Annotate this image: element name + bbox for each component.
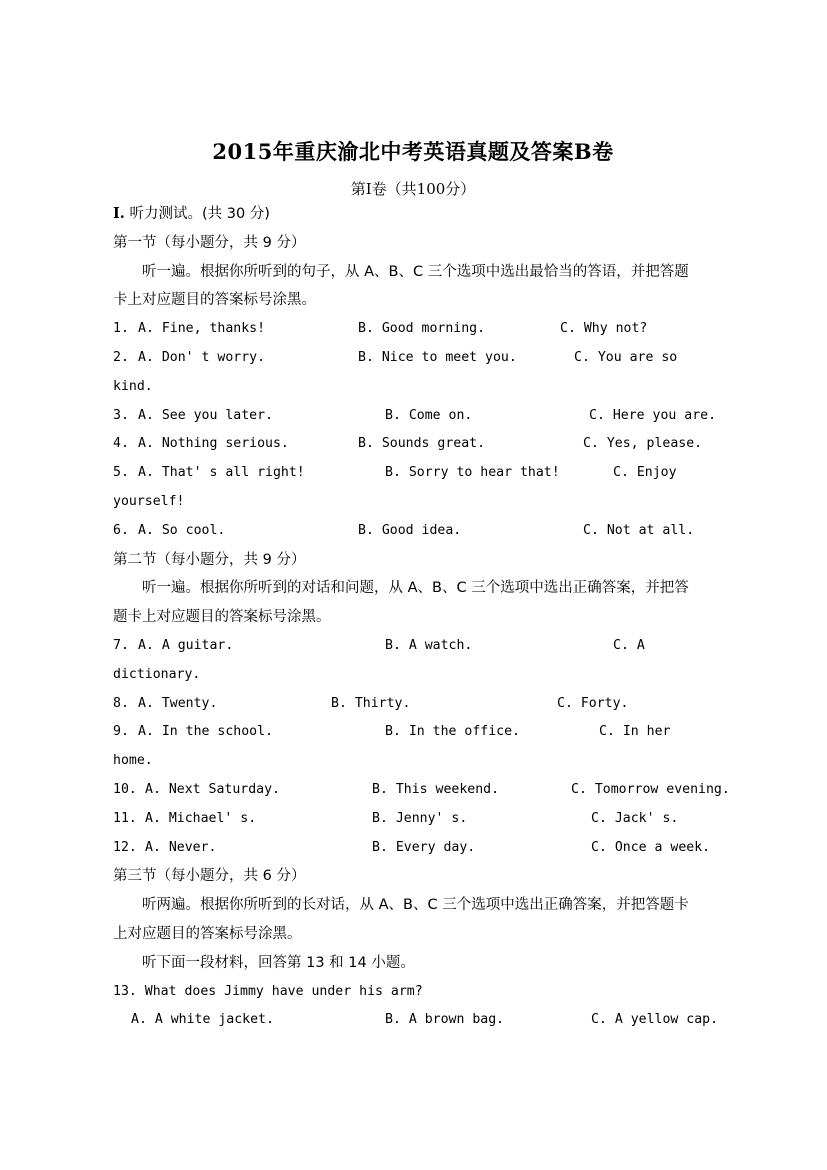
option-b[interactable]: B. Jenny' s. (372, 810, 468, 826)
section-1-instruction-line-1: 听一遍。根据你所听到的句子，从 A、B、C 三个选项中选出最恰当的答语，并把答题 (142, 263, 689, 280)
question-number: 8. (113, 695, 129, 711)
option-c-continuation: home. (113, 753, 153, 769)
page-title: 2015年重庆渝北中考英语真题及答案B卷 (212, 139, 614, 164)
question-row (113, 718, 713, 776)
section-3-heading: 第三节（每小题分，共 6 分） (113, 868, 306, 885)
option-a[interactable]: A. Michael' s. (145, 810, 257, 826)
question-row (113, 344, 713, 402)
option-a[interactable]: A. So cool. (138, 522, 226, 538)
option-a[interactable]: A. Next Saturday. (145, 781, 280, 797)
option-c[interactable]: C. In her (599, 724, 671, 740)
question-row (113, 402, 717, 431)
page-subtitle: 第Ⅰ卷（共100分） (350, 180, 476, 198)
section-3-material-note: 听下面一段材料，回答第 13 和 14 小题。 (142, 954, 415, 971)
part-one-heading-text: 听力测试。(共 30 分) (129, 206, 270, 222)
question-row (113, 517, 713, 546)
section-2-instruction-line-1: 听一遍。根据你所听到的对话和问题，从 A、B、C 三个选项中选出正确答案，并把答 (142, 580, 689, 597)
option-c[interactable]: C. A (613, 637, 645, 653)
option-c[interactable]: C. Tomorrow evening. (571, 781, 730, 797)
part-one-heading (113, 200, 713, 229)
option-b[interactable]: B. Sorry to hear that! (385, 465, 560, 481)
section-2-heading: 第二节（每小题分，共 9 分） (113, 551, 306, 568)
question-row (113, 776, 730, 805)
question-row (113, 632, 713, 690)
section-2-instruction-line-2: 题卡上对应题目的答案标号涂黑。 (113, 609, 331, 626)
option-c[interactable]: C. You are so (574, 349, 678, 365)
section-1-heading: 第一节（每小题分，共 9 分） (113, 234, 306, 251)
question-number: 5. (113, 465, 129, 481)
option-a[interactable]: A. That' s all right! (138, 465, 305, 481)
option-a[interactable]: A. See you later. (138, 407, 273, 423)
option-a[interactable]: A. Fine, thanks! (138, 321, 266, 337)
question-row (113, 690, 713, 719)
question-number: 12. (113, 839, 137, 855)
option-c[interactable]: C. A yellow cap. (591, 1012, 719, 1028)
question-row (113, 1006, 719, 1035)
question-13-stem: 13. What does Jimmy have under his arm? (113, 983, 423, 999)
section-3-instruction-line-2: 上对应题目的答案标号涂黑。 (113, 925, 302, 942)
option-c[interactable]: C. Not at all. (583, 522, 695, 538)
option-a[interactable]: A. Don' t worry. (138, 349, 266, 365)
question-row (113, 805, 713, 834)
section-1-instruction-line-2: 卡上对应题目的答案标号涂黑。 (113, 292, 316, 309)
option-b[interactable]: B. This weekend. (372, 781, 500, 797)
option-b[interactable]: B. Good idea. (358, 522, 462, 538)
option-b[interactable]: B. Sounds great. (358, 436, 486, 452)
question-number: 10. (113, 781, 137, 797)
option-c[interactable]: C. Once a week. (591, 839, 711, 855)
question-number: 1. (113, 321, 129, 337)
question-number: 4. (113, 436, 129, 452)
option-b[interactable]: B. In the office. (385, 724, 520, 740)
option-b[interactable]: B. Come on. (385, 407, 473, 423)
option-c[interactable]: C. Here you are. (589, 407, 717, 423)
question-row (113, 834, 713, 863)
section-3-instruction-line-1: 听两遍。根据你所听到的长对话，从 A、B、C 三个选项中选出正确答案，并把答题卡 (142, 897, 689, 914)
question-number: 9. (113, 724, 129, 740)
question-number: 11. (113, 810, 137, 826)
option-c-continuation: yourself! (113, 493, 185, 509)
option-b[interactable]: B. Thirty. (331, 695, 411, 711)
option-c[interactable]: C. Yes, please. (583, 436, 703, 452)
option-c[interactable]: C. Enjoy (613, 465, 677, 481)
option-a[interactable]: A. A white jacket. (131, 1012, 274, 1028)
option-a[interactable]: A. Never. (145, 839, 217, 855)
option-a[interactable]: A. A guitar. (138, 637, 234, 653)
part-one-marker: I. (113, 205, 125, 222)
question-number: 3. (113, 407, 129, 423)
option-b[interactable]: B. A brown bag. (385, 1012, 505, 1028)
question-row (113, 315, 713, 344)
option-b[interactable]: B. A watch. (385, 637, 473, 653)
option-c[interactable]: C. Why not? (560, 321, 648, 337)
option-a[interactable]: A. Nothing serious. (138, 436, 289, 452)
option-c-continuation: kind. (113, 378, 153, 394)
option-b[interactable]: B. Every day. (372, 839, 476, 855)
option-a[interactable]: A. In the school. (138, 724, 273, 740)
question-row (113, 430, 713, 459)
option-c[interactable]: C. Jack' s. (591, 810, 679, 826)
question-number: 6. (113, 522, 129, 538)
option-b[interactable]: B. Good morning. (358, 321, 486, 337)
option-a[interactable]: A. Twenty. (138, 695, 218, 711)
page-content (113, 0, 730, 1035)
question-row (113, 459, 713, 517)
question-number: 7. (113, 637, 129, 653)
option-c-continuation: dictionary. (113, 666, 201, 682)
option-b[interactable]: B. Nice to meet you. (358, 349, 517, 365)
option-c[interactable]: C. Forty. (557, 695, 629, 711)
question-number: 2. (113, 349, 129, 365)
